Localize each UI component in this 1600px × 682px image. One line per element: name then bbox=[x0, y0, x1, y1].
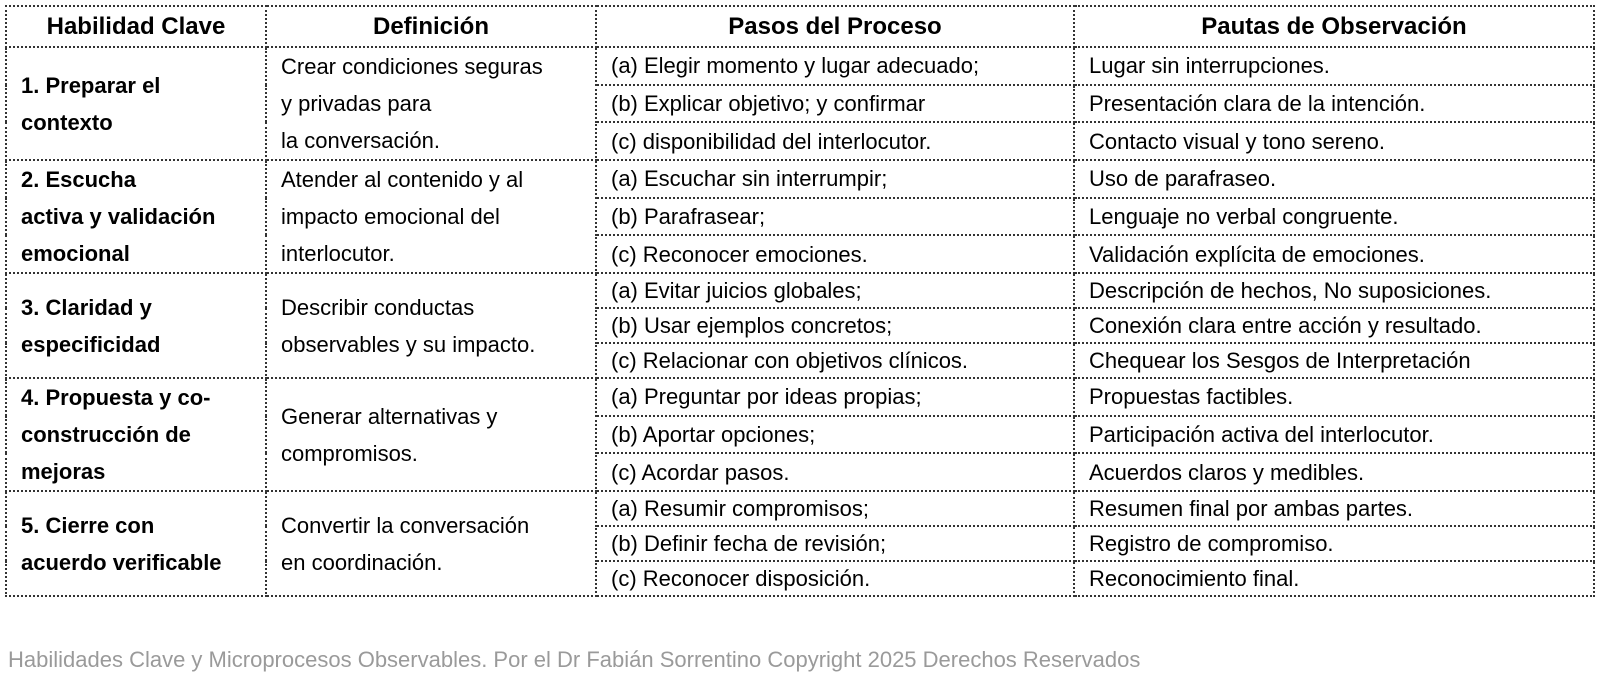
table-row bbox=[6, 273, 1594, 308]
observation-cell: Conexión clara entre acción y resultado. bbox=[1074, 308, 1594, 343]
definition-line: la conversación. bbox=[281, 128, 440, 153]
skill-line: especificidad bbox=[21, 331, 161, 357]
skill-line: mejoras bbox=[21, 459, 106, 484]
definition-line: Describir conductas bbox=[281, 294, 475, 320]
observation-cell: Presentación clara de la intención. bbox=[1074, 85, 1594, 123]
table-row bbox=[6, 47, 1594, 85]
definition-line: Convertir la conversación bbox=[281, 512, 530, 538]
observation-cell: Lugar sin interrupciones. bbox=[1074, 47, 1594, 85]
definition-cell bbox=[266, 47, 596, 160]
table-row bbox=[6, 378, 1594, 416]
definition-line: interlocutor. bbox=[281, 241, 395, 266]
step-cell: (c) Reconocer disposición. bbox=[596, 561, 1074, 596]
observation-cell: Validación explícita de emociones. bbox=[1074, 235, 1594, 273]
step-cell: (c) Relacionar con objetivos clínicos. bbox=[596, 343, 1074, 378]
definition-line: Generar alternativas y bbox=[281, 403, 498, 429]
table-body bbox=[6, 47, 1594, 596]
observation-cell: Acuerdos claros y medibles. bbox=[1074, 453, 1594, 491]
header-pasos-del-proceso: Pasos del Proceso bbox=[596, 6, 1074, 47]
skills-table bbox=[5, 5, 1595, 597]
definition-cell bbox=[266, 491, 596, 596]
definition-line: en coordinación. bbox=[281, 549, 443, 575]
skill-line: 1. Preparar el bbox=[21, 72, 161, 98]
observation-cell: Participación activa del interlocutor. bbox=[1074, 416, 1594, 454]
table-row bbox=[6, 160, 1594, 198]
definition-line: observables y su impacto. bbox=[281, 331, 536, 357]
step-cell: (a) Preguntar por ideas propias; bbox=[596, 378, 1074, 416]
step-cell: (c) Acordar pasos. bbox=[596, 453, 1074, 491]
definition-line: Atender al contenido y al bbox=[281, 167, 524, 192]
observation-cell: Registro de compromiso. bbox=[1074, 526, 1594, 561]
skill-line: 3. Claridad y bbox=[21, 294, 152, 320]
skill-cell bbox=[6, 273, 266, 378]
copyright-caption: Habilidades Clave y Microprocesos Observables. Por el Dr Fabián Sorrentino Copyright 2025 Derechos Reservados bbox=[8, 647, 1141, 672]
definition-line: compromisos. bbox=[281, 440, 418, 466]
table-row bbox=[6, 491, 1594, 526]
definition-line: Crear condiciones seguras bbox=[281, 54, 543, 79]
skill-line: emocional bbox=[21, 241, 130, 266]
observation-cell: Reconocimiento final. bbox=[1074, 561, 1594, 596]
header-pautas-de-observacion: Pautas de Observación bbox=[1074, 6, 1594, 47]
step-cell: (b) Explicar objetivo; y confirmar bbox=[596, 85, 1074, 123]
step-cell: (c) disponibilidad del interlocutor. bbox=[596, 122, 1074, 160]
step-cell: (b) Definir fecha de revisión; bbox=[596, 526, 1074, 561]
step-cell: (b) Usar ejemplos concretos; bbox=[596, 308, 1074, 343]
skill-line: acuerdo verificable bbox=[21, 549, 222, 575]
step-cell: (b) Parafrasear; bbox=[596, 198, 1074, 236]
observation-cell: Chequear los Sesgos de Interpretación bbox=[1074, 343, 1594, 378]
step-cell: (a) Evitar juicios globales; bbox=[596, 273, 1074, 308]
skill-line: activa y validación bbox=[21, 204, 216, 229]
skill-line: 5. Cierre con bbox=[21, 512, 155, 538]
skill-line: 4. Propuesta y co- bbox=[21, 385, 211, 410]
header-definicion: Definición bbox=[266, 6, 596, 47]
skill-line: 2. Escucha bbox=[21, 167, 136, 192]
definition-cell bbox=[266, 378, 596, 491]
definition-line: y privadas para bbox=[281, 91, 432, 116]
skill-cell bbox=[6, 378, 266, 491]
observation-cell: Uso de parafraseo. bbox=[1074, 160, 1594, 198]
step-cell: (a) Resumir compromisos; bbox=[596, 491, 1074, 526]
skill-line: construcción de bbox=[21, 422, 191, 447]
step-cell: (a) Escuchar sin interrumpir; bbox=[596, 160, 1074, 198]
definition-cell bbox=[266, 273, 596, 378]
definition-line: impacto emocional del bbox=[281, 204, 500, 229]
skill-line: contexto bbox=[21, 109, 113, 135]
step-cell: (a) Elegir momento y lugar adecuado; bbox=[596, 47, 1074, 85]
header-habilidad-clave: Habilidad Clave bbox=[6, 6, 266, 47]
observation-cell: Propuestas factibles. bbox=[1074, 378, 1594, 416]
header-row bbox=[6, 6, 1594, 47]
step-cell: (b) Aportar opciones; bbox=[596, 416, 1074, 454]
observation-cell: Lenguaje no verbal congruente. bbox=[1074, 198, 1594, 236]
observation-cell: Descripción de hechos, No suposiciones. bbox=[1074, 273, 1594, 308]
observation-cell: Contacto visual y tono sereno. bbox=[1074, 122, 1594, 160]
skill-cell bbox=[6, 491, 266, 596]
skill-cell bbox=[6, 47, 266, 160]
skill-cell bbox=[6, 160, 266, 273]
step-cell: (c) Reconocer emociones. bbox=[596, 235, 1074, 273]
definition-cell bbox=[266, 160, 596, 273]
observation-cell: Resumen final por ambas partes. bbox=[1074, 491, 1594, 526]
